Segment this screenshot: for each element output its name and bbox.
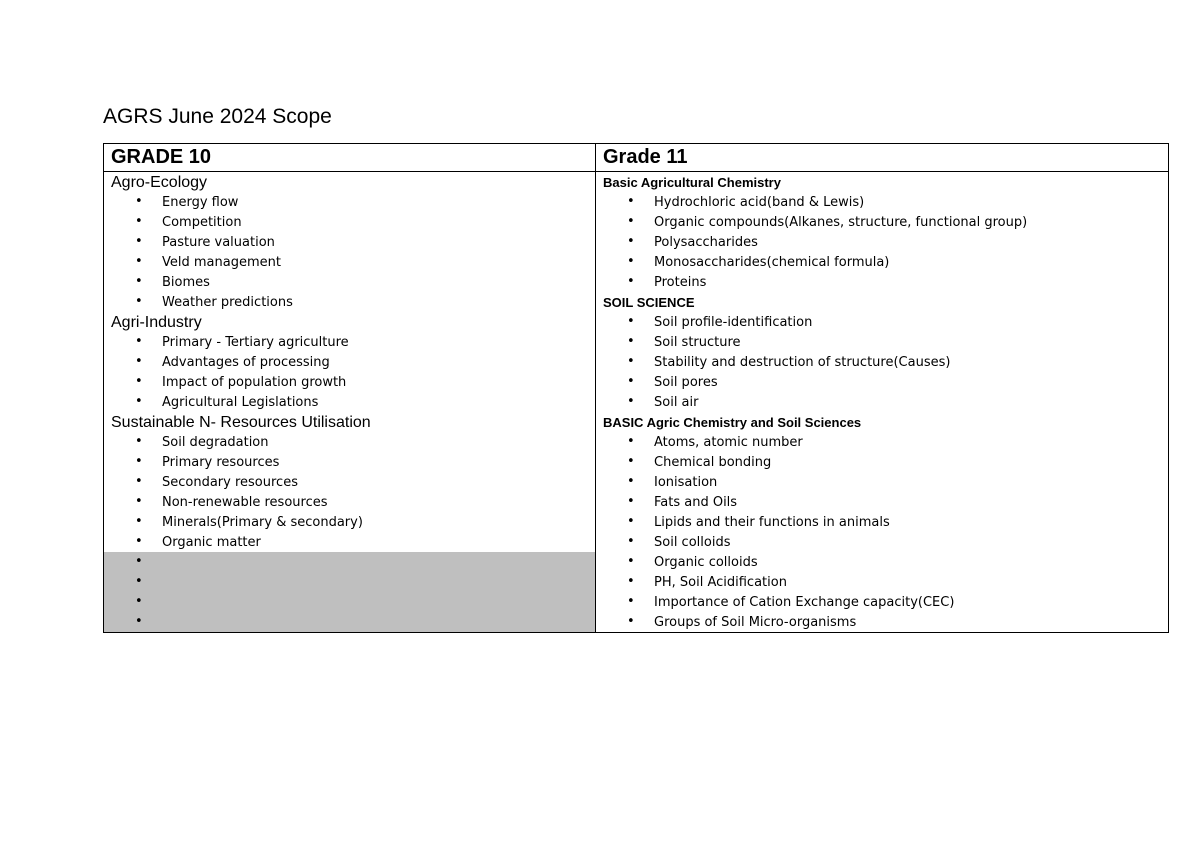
list-item: • Soil air	[596, 392, 1169, 412]
bullet-icon: •	[135, 214, 143, 229]
bullet-icon: •	[135, 194, 143, 209]
list-item: • Impact of population growth	[104, 372, 596, 392]
bullet-icon: •	[135, 454, 143, 469]
list-item: • Ionisation	[596, 472, 1169, 492]
list-item: • Soil structure	[596, 332, 1169, 352]
bullet-icon: •	[627, 434, 635, 449]
list-item: • Biomes	[104, 272, 596, 292]
bullet-icon: •	[627, 274, 635, 289]
list-item: • Lipids and their functions in animals	[596, 512, 1169, 532]
bullet-icon: •	[135, 274, 143, 289]
table-row	[104, 192, 1169, 212]
list-item: • Polysaccharides	[596, 232, 1169, 252]
bullet-icon: •	[135, 334, 143, 349]
section-heading-sustainable: Sustainable N- Resources Utilisation	[104, 412, 596, 432]
table-row	[104, 392, 1169, 412]
bullet-icon: •	[135, 374, 143, 389]
section-heading-soil-science: SOIL SCIENCE	[596, 292, 1169, 312]
bullet-icon: •	[627, 374, 635, 389]
bullet-icon: •	[627, 314, 635, 329]
table-row	[104, 412, 1169, 432]
list-item: • Primary resources	[104, 452, 596, 472]
bullet-icon: •	[627, 214, 635, 229]
bullet-icon: •	[135, 514, 143, 529]
list-item: • Organic colloids	[596, 552, 1169, 572]
list-item: • Stability and destruction of structure(Causes)	[596, 352, 1169, 372]
bullet-icon: •	[627, 574, 635, 589]
bullet-icon: •	[135, 234, 143, 249]
bullet-icon: •	[627, 334, 635, 349]
table-row	[104, 572, 1169, 592]
bullet-icon: •	[627, 554, 635, 569]
list-item: • Secondary resources	[104, 472, 596, 492]
bullet-icon: •	[135, 354, 143, 369]
section-heading-agro-ecology: Agro-Ecology	[104, 172, 596, 193]
list-item: • Organic compounds(Alkanes, structure, functional group)	[596, 212, 1169, 232]
table-row	[104, 332, 1169, 352]
list-item: • Chemical bonding	[596, 452, 1169, 472]
section-heading-agri-industry: Agri-Industry	[104, 312, 596, 332]
list-item: • Monosaccharides(chemical formula)	[596, 252, 1169, 272]
bullet-icon: •	[627, 234, 635, 249]
section-heading-basic-chem-soil: BASIC Agric Chemistry and Soil Sciences	[596, 412, 1169, 432]
list-item: • Organic matter	[104, 532, 596, 552]
bullet-icon: •	[627, 594, 635, 609]
bullet-icon: •	[627, 494, 635, 509]
list-item: • Non-renewable resources	[104, 492, 596, 512]
table-row	[104, 172, 1169, 193]
empty-list-item	[104, 592, 596, 612]
table-row	[104, 592, 1169, 612]
table-row	[104, 372, 1169, 392]
table-row	[104, 212, 1169, 232]
table-row	[104, 272, 1169, 292]
bullet-icon: •	[627, 394, 635, 409]
table-row	[104, 432, 1169, 452]
bullet-icon: •	[135, 494, 143, 509]
table-row	[104, 612, 1169, 633]
table-row	[104, 452, 1169, 472]
table-row	[104, 292, 1169, 312]
bullet-icon: •	[135, 614, 143, 629]
table-row	[104, 552, 1169, 572]
list-item: • Agricultural Legislations	[104, 392, 596, 412]
list-item: • Weather predictions	[104, 292, 596, 312]
list-item: • Primary - Tertiary agriculture	[104, 332, 596, 352]
list-item: • Soil pores	[596, 372, 1169, 392]
bullet-icon: •	[135, 394, 143, 409]
empty-list-item	[104, 552, 596, 572]
list-item: • Soil degradation	[104, 432, 596, 452]
list-item: • Proteins	[596, 272, 1169, 292]
bullet-icon: •	[135, 294, 143, 309]
bullet-icon: •	[135, 474, 143, 489]
table-row	[104, 252, 1169, 272]
list-item: • Pasture valuation	[104, 232, 596, 252]
table-row	[104, 312, 1169, 332]
bullet-icon: •	[627, 454, 635, 469]
document-title: AGRS June 2024 Scope	[103, 105, 332, 128]
table-row	[104, 232, 1169, 252]
grade11-header: Grade 11	[596, 144, 1169, 172]
bullet-icon: •	[135, 574, 143, 589]
list-item: • Fats and Oils	[596, 492, 1169, 512]
table-row	[104, 532, 1169, 552]
bullet-icon: •	[627, 354, 635, 369]
list-item: • Importance of Cation Exchange capacity(CEC)	[596, 592, 1169, 612]
list-item: • Hydrochloric acid(band & Lewis)	[596, 192, 1169, 212]
bullet-icon: •	[135, 434, 143, 449]
table-row	[104, 492, 1169, 512]
bullet-icon: •	[627, 614, 635, 629]
grade10-header: GRADE 10	[104, 144, 596, 172]
bullet-icon: •	[627, 534, 635, 549]
section-heading-basic-chem: Basic Agricultural Chemistry	[596, 172, 1169, 193]
grade-header-row	[104, 144, 1169, 172]
list-item: • PH, Soil Acidification	[596, 572, 1169, 592]
list-item: • Competition	[104, 212, 596, 232]
list-item: • Energy flow	[104, 192, 596, 212]
list-item: • Veld management	[104, 252, 596, 272]
bullet-icon: •	[135, 554, 143, 569]
list-item: • Groups of Soil Micro-organisms	[596, 612, 1169, 633]
bullet-icon: •	[135, 534, 143, 549]
bullet-icon: •	[627, 194, 635, 209]
table-row	[104, 472, 1169, 492]
table-row	[104, 352, 1169, 372]
bullet-icon: •	[627, 474, 635, 489]
bullet-icon: •	[135, 594, 143, 609]
empty-list-item	[104, 612, 596, 633]
empty-list-item	[104, 572, 596, 592]
list-item: • Minerals(Primary & secondary)	[104, 512, 596, 532]
scope-table	[103, 143, 1169, 633]
list-item: • Soil colloids	[596, 532, 1169, 552]
list-item: • Soil profile-identification	[596, 312, 1169, 332]
list-item: • Atoms, atomic number	[596, 432, 1169, 452]
bullet-icon: •	[627, 514, 635, 529]
bullet-icon: •	[135, 254, 143, 269]
list-item: • Advantages of processing	[104, 352, 596, 372]
table-row	[104, 512, 1169, 532]
bullet-icon: •	[627, 254, 635, 269]
